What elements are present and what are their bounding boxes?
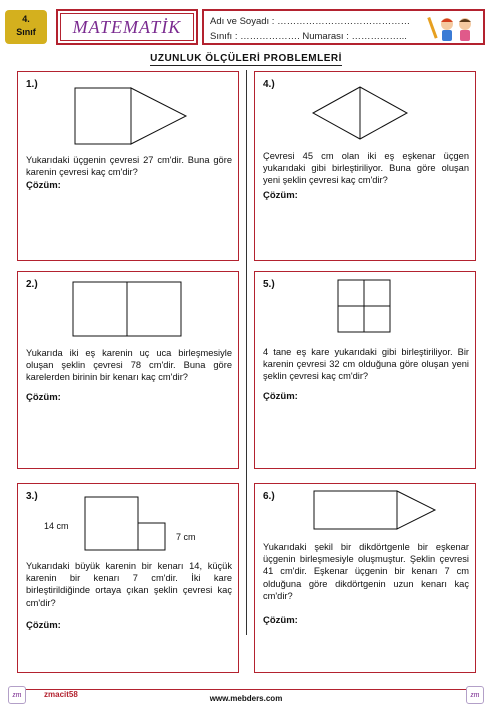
class-line: Sınıfı : ………………. Numarası : ……………...: [210, 31, 407, 42]
rectangle-triangle-figure: [313, 490, 439, 532]
big-square-label: 14 cm: [44, 521, 69, 531]
problem-1-box: [17, 71, 239, 261]
center-divider: [246, 70, 247, 635]
solution-label: Çözüm:: [26, 392, 61, 403]
small-square-label: 7 cm: [176, 532, 196, 542]
problem-text: Yukarıda iki eş karenin uç uca birleşmesiyle oluşan şeklin çevresi 78 cm'dir. Buna göre karelerden birinin bir kenarı kaç cm'dir?: [26, 348, 232, 383]
four-squares-figure: [337, 279, 393, 335]
grade-label: Sınıf: [16, 27, 36, 37]
two-squares-figure: [72, 281, 184, 339]
name-line: Adı ve Soyadı : ……………………………………: [210, 16, 411, 27]
problem-number: 6.): [263, 491, 275, 502]
big-small-squares-figure: [84, 496, 170, 552]
footer-url[interactable]: www.mebders.com: [209, 694, 283, 703]
footer-logo-left-icon: zm: [8, 686, 26, 704]
problem-text: Yukarıdaki büyük karenin bir kenarı 14, küçük karenin bir kenarı 7 cm'dir. İki kare birleştirildiğinde ortaya çıkan şeklin çevresi kaç cm'dir?: [26, 561, 232, 608]
solution-label: Çözüm:: [26, 180, 61, 191]
problem-number: 5.): [263, 279, 275, 290]
problem-text: 4 tane eş kare yukarıdaki gibi birleştiriliyor. Bir karenin çevresi 32 cm olduğuna göre oluşan yeni şeklin çevresi kaç cm'dir?: [263, 347, 469, 382]
solution-label: Çözüm:: [263, 615, 298, 626]
solution-label: Çözüm:: [26, 620, 61, 631]
problem-text: Yukarıdaki şekil bir dikdörtgenle bir eşkenar üçgenin birleşmesiyle oluşmuştur. Şeklin çevresi 41 cm'dir. Eşkenar üçgenin bir kenarı 7 cm olduğuna göre dikdörtgenin uzun kenarı kaç cm'dir?: [263, 542, 469, 601]
problem-text: Çevresi 45 cm olan iki eş eşkenar üçgen yukarıdaki gibi birleştiriliyor. Buna göre oluşan yeni şeklin çevresi kaç cm'dir?: [263, 151, 469, 186]
problem-5-box: [254, 271, 476, 469]
problem-2-box: [17, 271, 239, 469]
two-triangles-rhombus-figure: [312, 86, 410, 142]
problem-number: 4.): [263, 79, 275, 90]
square-triangle-figure: [74, 87, 190, 147]
problem-text: Yukarıdaki üçgenin çevresi 27 cm'dir. Buna göre karenin çevresi kaç cm'dir?: [26, 155, 232, 178]
page-title: MATEMATİK: [72, 16, 182, 37]
footer-logo-right-icon: zm: [466, 686, 484, 704]
grade-badge: [5, 10, 47, 44]
problem-3-box: [17, 483, 239, 673]
footer-line: [14, 689, 478, 690]
footer-tag: zmacit58: [44, 690, 78, 699]
section-title: UZUNLUK ÖLÇÜLERİ PROBLEMLERİ: [150, 53, 342, 64]
kids-illustration-icon: [427, 13, 479, 43]
problem-number: 1.): [26, 79, 38, 90]
grade-number: 4.: [22, 14, 30, 24]
solution-label: Çözüm:: [263, 190, 298, 201]
problem-number: 2.): [26, 279, 38, 290]
title-box: [56, 9, 198, 45]
solution-label: Çözüm:: [263, 391, 298, 402]
problem-number: 3.): [26, 491, 38, 502]
student-info-box: [202, 9, 485, 45]
problem-4-box: [254, 71, 476, 261]
problem-6-box: [254, 483, 476, 673]
